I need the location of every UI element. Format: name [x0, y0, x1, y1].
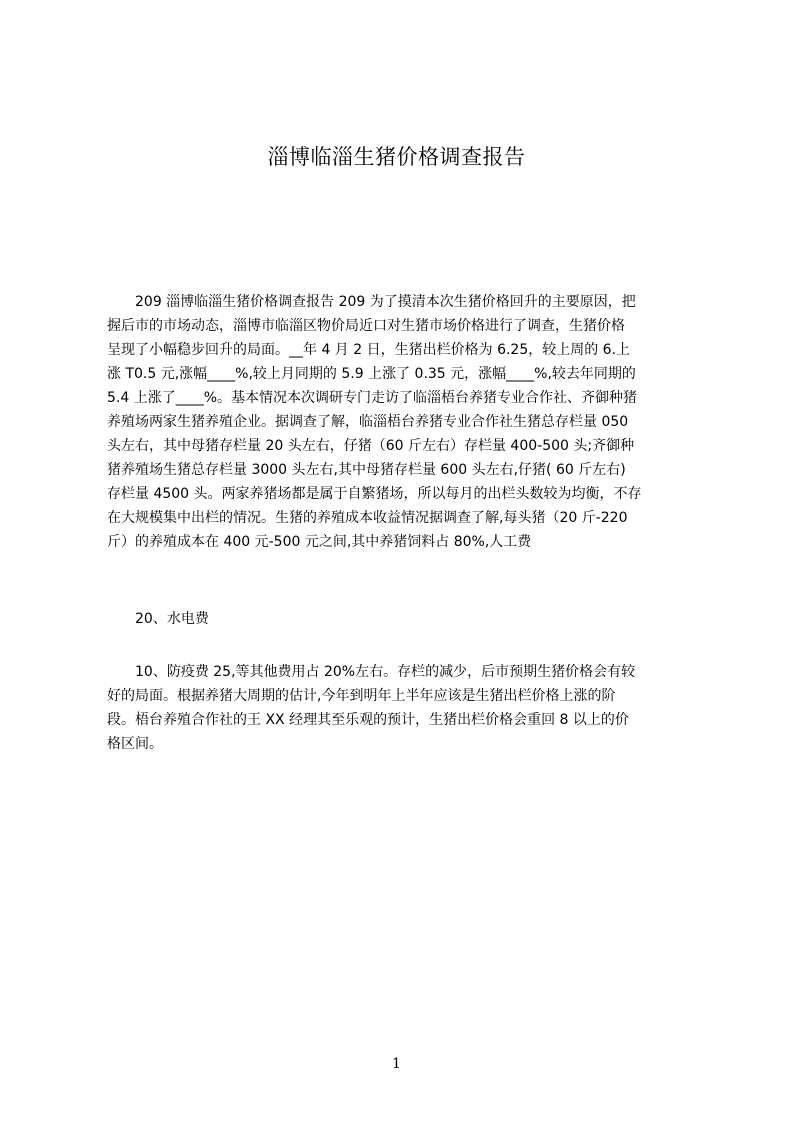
- text-line: 头左右，其中母猪存栏量 20 头左右，仔猪（60 斤左右）存栏量 400-500 头;齐御种: [107, 438, 635, 454]
- text-line: 10、防疫费 25,等其他费用占 20%左右。存栏的减少，后市预期生猪价格会有较: [107, 664, 636, 680]
- text-line: 好的局面。根据养猪大周期的估计,今年到明年上半年应该是生猪出栏价格上涨的阶: [107, 688, 616, 704]
- text-line: 涨 T0.5 元,涨幅____%,较上月同期的 5.9 上涨了 0.35 元，涨幅____%,较去年同期的: [107, 366, 636, 382]
- text-line: 段。梧台养殖合作社的王 XX 经理其至乐观的预计，生猪出栏价格会重回 8 以上的价: [107, 712, 629, 728]
- text-line: 格区间。: [107, 736, 163, 752]
- document-title: 淄博临淄生猪价格调查报告: [267, 145, 526, 169]
- text-line: 在大规模集中出栏的情况。生猪的养殖成本收益情况据调查了解,每头猪（20 斤-220: [107, 510, 628, 526]
- text-line: 20、水电费: [107, 611, 209, 627]
- text-line: 5.4 上涨了____%。基本情况本次调研专门走访了临淄梧台养猪专业合作社、齐御种猪: [107, 390, 638, 406]
- text-line: 209 淄博临淄生猪价格调查报告 209 为了摸清本次生猪价格回升的主要原因，把: [107, 294, 636, 310]
- text-line: 存栏量 4500 头。两家养猪场都是属于自繁猪场，所以每月的出栏头数较为均衡，不存: [107, 486, 642, 502]
- text-line: 养殖场两家生猪养殖企业。据调查了解，临淄梧台养猪专业合作社生猪总存栏量 050: [107, 414, 629, 430]
- paragraph-3: [107, 660, 697, 756]
- text-line: 握后市的市场动态，淄博市临淄区物价局近口对生猪市场价格进行了调查，生猪价格: [107, 318, 625, 334]
- text-line: 猪养殖场生猪总存栏量 3000 头左右,其中母猪存栏量 600 头左右,仔猪( 60 斤左右): [107, 462, 626, 478]
- paragraph-1: [107, 290, 697, 554]
- paragraph-2: [107, 607, 697, 631]
- text-line: 斤）的养殖成本在 400 元-500 元之间,其中养猪饲料占 80%,人工费: [107, 534, 532, 550]
- page-number: 1: [392, 1056, 401, 1072]
- text-line: 呈现了小幅稳步回升的局面。__年 4 月 2 日，生猪出栏价格为 6.25，较上周的 6.上: [107, 342, 631, 358]
